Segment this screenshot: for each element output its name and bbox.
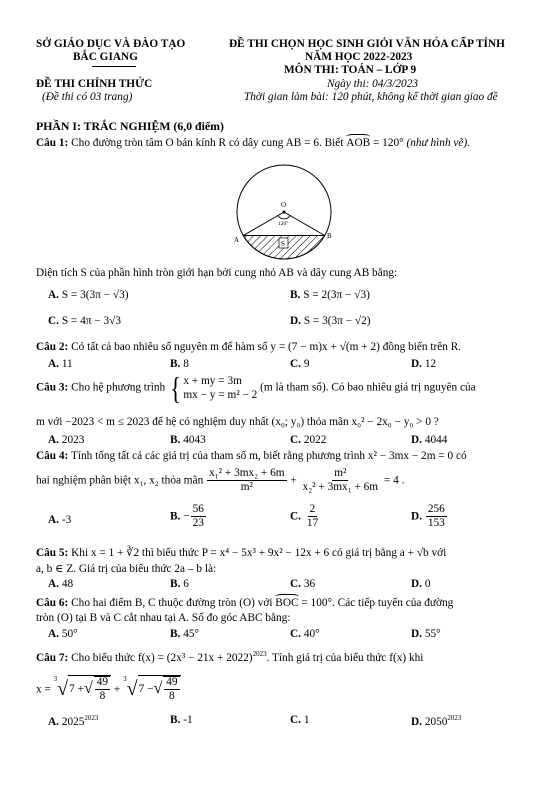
q6-option-a: A. 50° bbox=[48, 628, 78, 640]
q4-option-b: B. − $\frac{56}{23}$ bbox=[170, 503, 204, 530]
label-a: A bbox=[234, 236, 240, 244]
q5-option-a: A. 48 bbox=[48, 578, 74, 590]
q3-option-c: C. 2022 bbox=[290, 434, 327, 446]
question-2: Câu 2: Có tất cả bao nhiêu số nguyên m để hàm số y = (7 − m)x + √(m + 2) đồng biến trên R. bbox=[36, 341, 462, 353]
q6-option-b: B. 45° bbox=[170, 628, 200, 640]
circle-figure bbox=[225, 158, 350, 264]
section-title: PHẦN I: TRẮC NGHIỆM (6,0 điểm) bbox=[36, 119, 224, 133]
exam-duration: Thời gian làm bài: 120 phút, không kể thời gian giao đề bbox=[244, 91, 498, 103]
q3-option-b: B. 4043 bbox=[170, 434, 206, 446]
question-3: Câu 3: Cho hệ phương trình { x + my = 3m mx − y = m² − 2 (m là tham số). Có bao nhiêu giá trị nguyên của bbox=[36, 370, 476, 406]
q1-option-b: B. S = 2(3π − √3) bbox=[290, 289, 370, 301]
question-5-line2: a, b ∈ Z. Giá trị của biểu thức 2a – b là: bbox=[36, 563, 217, 575]
department-name: SỞ GIÁO DỤC VÀ ĐÀO TẠO bbox=[36, 38, 186, 50]
q7-option-b: B. -1 bbox=[170, 714, 193, 726]
q6-option-d: D. 55° bbox=[411, 628, 441, 640]
center-point bbox=[283, 211, 286, 214]
question-6: Câu 6: Cho hai điểm B, C thuộc đường tròn (O) với BOC = 100°. Các tiếp tuyến của đường bbox=[36, 597, 453, 609]
header-underline-left bbox=[92, 66, 136, 67]
q5-option-d: D. 0 bbox=[411, 578, 431, 590]
exam-date: Ngày thi: 04/3/2023 bbox=[327, 78, 418, 90]
q2-option-b: B. 8 bbox=[170, 358, 189, 370]
q1-option-c: C. S = 4π − 3√3 bbox=[48, 315, 121, 327]
subject: MÔN THI: TOÁN – LỚP 9 bbox=[284, 64, 417, 76]
school-year: NĂM HỌC 2022-2023 bbox=[305, 51, 413, 63]
label-angle: 120° bbox=[278, 221, 289, 227]
question-5: Câu 5: Khi x = 1 + ∛2 thì biểu thức P = x⁴ − 5x³ + 9x² − 12x + 6 có giá trị bằng a + √b với bbox=[36, 547, 447, 559]
q2-option-c: C. 9 bbox=[290, 358, 310, 370]
question-4: Câu 4: Tính tổng tất cả các giá trị của tham số m, biết rằng phương trình x² − 3mx − 2m = 0 có bbox=[36, 450, 467, 462]
question-1: Câu 1: Cho đường tròn tâm O bán kính R có dây cung AB = 6. Biết AOB = 120° (như hình vẽ). bbox=[36, 137, 470, 149]
q1-option-d: D. S = 3(3π − √2) bbox=[290, 315, 371, 327]
q7-option-d: D. $2050^{2023}$ bbox=[411, 714, 462, 728]
label-o: O bbox=[281, 201, 287, 209]
q1-option-a: A. S = 3(3π − √3) bbox=[48, 289, 129, 301]
q2-option-a: A. 11 bbox=[48, 358, 73, 370]
q4-option-a: A. -3 bbox=[48, 514, 72, 526]
q7-option-c: C. 1 bbox=[290, 714, 310, 726]
q3-option-d: D. 4044 bbox=[411, 434, 448, 446]
q4-option-d: D. $\frac{256}{153}$ bbox=[411, 503, 445, 530]
q5-option-c: C. 36 bbox=[290, 578, 316, 590]
question-7: Câu 7: Cho biểu thức $f(x) = (2x^3 - 21x + 2022)^{2023}$. Tính giá trị của biểu thức f(x) khi bbox=[36, 650, 424, 664]
page-count: (Đề thi có 03 trang) bbox=[42, 91, 133, 103]
q3-option-a: A. 2023 bbox=[48, 434, 85, 446]
question-7-x: x = $^3$√ 7 + √ $\frac{49}{8}$ + $^3$√ 7 − √ $\frac{49}{8}$ bbox=[36, 675, 181, 703]
angle-arc bbox=[278, 216, 290, 219]
question-6-line2: tròn (O) tại B và C cắt nhau tại A. Số đo góc ABC bằng: bbox=[36, 612, 291, 624]
province-name: BẮC GIANG bbox=[73, 51, 138, 63]
question-1-ask: Diện tích S của phần hình tròn giới hạn bởi cung nhỏ AB và dây cung AB bằng: bbox=[36, 267, 398, 279]
exam-title: ĐỀ THI CHỌN HỌC SINH GIỎI VĂN HÓA CẤP TỈNH bbox=[229, 38, 505, 50]
q5-option-b: B. 6 bbox=[170, 578, 189, 590]
radius-ob bbox=[284, 212, 325, 236]
label-s: S bbox=[281, 240, 285, 248]
question-4-line2: hai nghiệm phân biệt x₁, x₂ thỏa mãn $\frac{\text{x₁² + 3mx₂ + 6m}}{\text{m²}}$ + $\frac{\text{m²}}{\text{x₂² + 3mx₁ + 6m}}$ = 4 . bbox=[36, 467, 405, 494]
q7-option-a: A. $2025^{2023}$ bbox=[48, 714, 99, 728]
angle-aob: AOB bbox=[346, 137, 370, 149]
q6-option-c: C. 40° bbox=[290, 628, 320, 640]
label-b: B bbox=[327, 232, 332, 240]
q2-option-d: D. 12 bbox=[411, 358, 437, 370]
question-3-line2: m với −2023 < m ≤ 2023 để hệ có nghiệm duy nhất (x₀; y₀) thỏa mãn x₀² − 2x₀ − y₀ > 0 ? bbox=[36, 416, 439, 428]
question-label: Câu 1: bbox=[36, 137, 69, 149]
angle-boc: BOC bbox=[275, 597, 298, 609]
official-label: ĐỀ THI CHÍNH THỨC bbox=[36, 78, 153, 90]
q4-option-c: C. $\frac{2}{17}$ bbox=[290, 503, 319, 530]
